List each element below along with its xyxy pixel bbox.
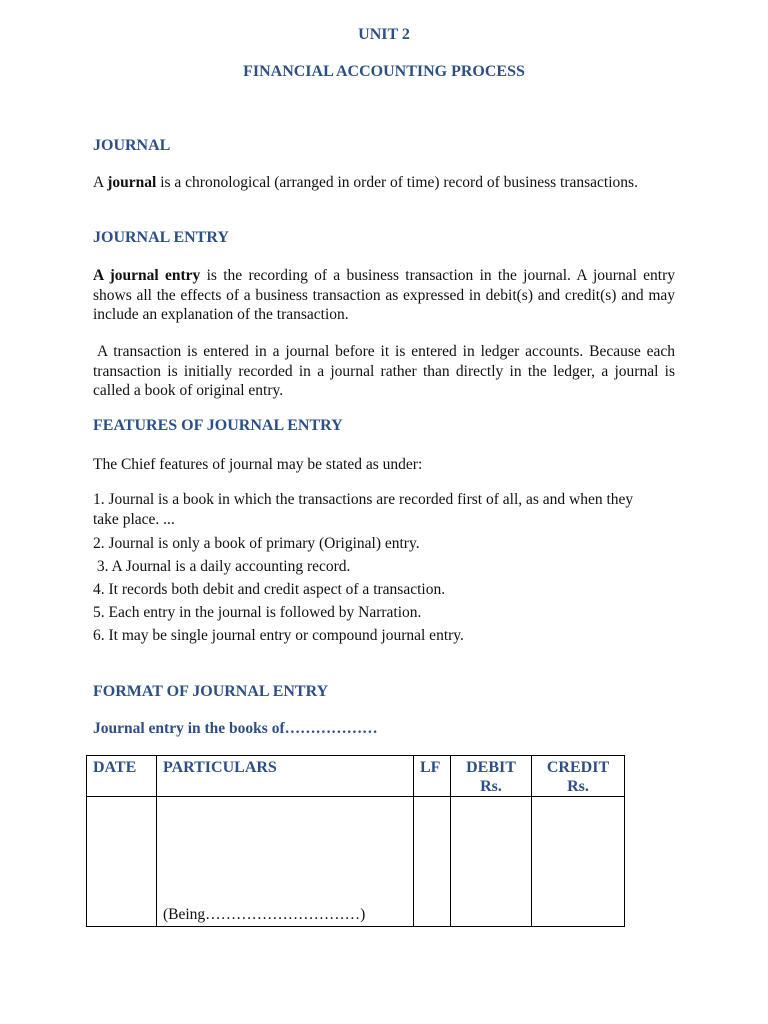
journal-heading: JOURNAL	[93, 137, 171, 154]
feature-item: 3. A Journal is a daily accounting record.	[93, 558, 351, 575]
feature-item: 5. Each entry in the journal is followed by Narration.	[93, 604, 422, 621]
features-intro: The Chief features of journal may be stated as under:	[93, 456, 423, 473]
credit-unit: Rs.	[567, 778, 589, 795]
journal-entry-para2: A transaction is entered in a journal before it is entered in ledger accounts. Because each transaction is initially recorded in a journal rather than directly in the ledger, a journal is called a book of original entry.	[93, 343, 675, 399]
debit-label: DEBIT	[466, 759, 516, 776]
credit-cell	[532, 797, 625, 927]
feature-item: 2. Journal is only a book of primary (Original) entry.	[93, 535, 420, 552]
journal-entry-heading: JOURNAL ENTRY	[93, 229, 229, 246]
feature-item: 6. It may be single journal entry or compound journal entry.	[93, 627, 464, 644]
lf-column-header: LF	[414, 756, 451, 797]
journal-def-prefix: A	[93, 174, 104, 191]
debit-column-header	[451, 756, 532, 797]
feature-item: 1. Journal is a book in which the transactions are recorded first of all, as and when they take place. ...	[93, 491, 634, 528]
credit-column-header	[532, 756, 625, 797]
format-heading: FORMAT OF JOURNAL ENTRY	[93, 683, 329, 700]
narration-text: (Being…………………………)	[163, 906, 366, 923]
date-cell	[87, 797, 157, 927]
table-header-row	[87, 756, 625, 797]
debit-unit: Rs.	[480, 778, 502, 795]
journal-format-table	[86, 755, 625, 927]
journal-def-term: journal	[107, 174, 157, 191]
journal-entry-definition	[93, 266, 675, 325]
journal-entry-def-term: A journal entry	[93, 267, 201, 284]
feature-item: 4. It records both debit and credit aspect of a transaction.	[93, 581, 446, 598]
unit-title: UNIT 2	[358, 26, 410, 43]
format-subheading: Journal entry in the books of………………	[93, 720, 378, 737]
journal-def-rest: is a chronological (arranged in order of time) record of business transactions.	[160, 174, 638, 191]
journal-entry-def-rest: is the recording of a business transaction in the journal. A journal entry shows all the effects of a business transaction as expressed in debit(s) and credit(s) and may include an explanation of the transaction.	[93, 267, 676, 323]
process-title: FINANCIAL ACCOUNTING PROCESS	[243, 63, 525, 80]
debit-cell	[451, 797, 532, 927]
journal-definition	[93, 173, 675, 193]
table-row	[87, 797, 625, 927]
date-column-header: DATE	[87, 756, 157, 797]
credit-label: CREDIT	[546, 759, 610, 776]
particulars-cell	[157, 797, 414, 927]
lf-cell	[414, 797, 451, 927]
features-heading: FEATURES OF JOURNAL ENTRY	[93, 417, 343, 434]
particulars-column-header: PARTICULARS	[157, 756, 414, 797]
